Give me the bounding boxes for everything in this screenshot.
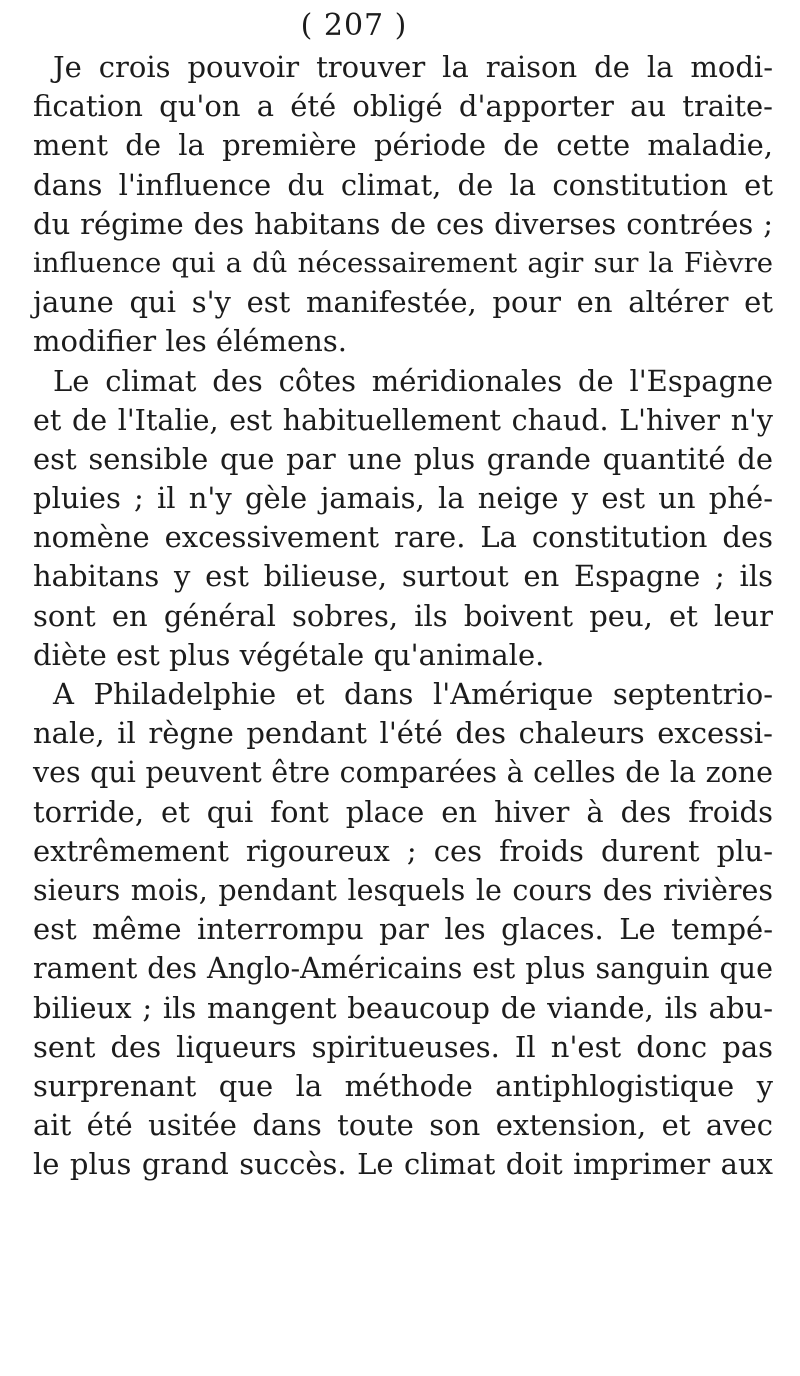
text-line: jaune qui s'y est manifestée, pour en altérer et (33, 285, 773, 320)
text-line: dans l'influence du climat, de la constitution et (33, 167, 773, 202)
text-line: sont en général sobres, ils boivent peu, et leur (33, 598, 773, 633)
paragraph-end-line: diète est plus végétale qu'animale. (33, 637, 545, 672)
text-line: ait été usitée dans toute son extension, et avec (33, 1108, 773, 1143)
text-line: A Philadelphie et dans l'Amérique septentrio- (53, 677, 773, 711)
text-line: du régime des habitans de ces diverses contrées ; (33, 206, 773, 241)
paragraph-end-line: modifier les élémens. (33, 324, 347, 359)
text-line: et de l'Italie, est habituellement chaud. L'hiver n'y (33, 403, 773, 437)
text-line: fication qu'on a été obligé d'apporter au traite- (33, 89, 773, 124)
text-line: pluies ; il n'y gèle jamais, la neige y est un phé- (33, 481, 773, 516)
text-line: est même interrompu par les glaces. Le tempé- (33, 912, 773, 947)
text-line: nomène excessivement rare. La constitution des (33, 520, 773, 555)
text-line: nale, il règne pendant l'été des chaleurs excessi- (33, 716, 773, 751)
text-line: le plus grand succès. Le climat doit imprimer aux (33, 1147, 773, 1182)
text-line: Le climat des côtes méridionales de l'Espagne (53, 363, 773, 398)
text-line: ment de la première période de cette maladie, (33, 128, 773, 163)
text-line: habitans y est bilieuse, surtout en Espagne ; ils (33, 559, 773, 594)
text-line: Je crois pouvoir trouver la raison de la modi- (53, 50, 773, 84)
text-line: sent des liqueurs spiritueuses. Il n'est donc pas (33, 1029, 773, 1064)
text-line: ves qui peuvent être comparées à celles de la zone (33, 756, 773, 790)
text-line: extrêmement rigoureux ; ces froids durent plu- (33, 833, 773, 868)
text-line: bilieux ; ils mangent beaucoup de viande, ils abu- (33, 990, 773, 1025)
text-line: surprenant que la méthode antiphlogistique y (33, 1068, 773, 1103)
text-line: rament des Anglo-Américains est plus sanguin que (33, 952, 773, 986)
text-line: est sensible que par une plus grande quantité de (33, 441, 773, 476)
text-line: influence qui a dû nécessairement agir sur la Fièvre (33, 246, 773, 279)
body-text (33, 48, 773, 1184)
text-line: sieurs mois, pendant lesquels le cours des rivières (33, 873, 773, 907)
page-number: ( 207 ) (300, 8, 408, 43)
text-line: torride, et qui font place en hiver à des froids (33, 794, 773, 829)
